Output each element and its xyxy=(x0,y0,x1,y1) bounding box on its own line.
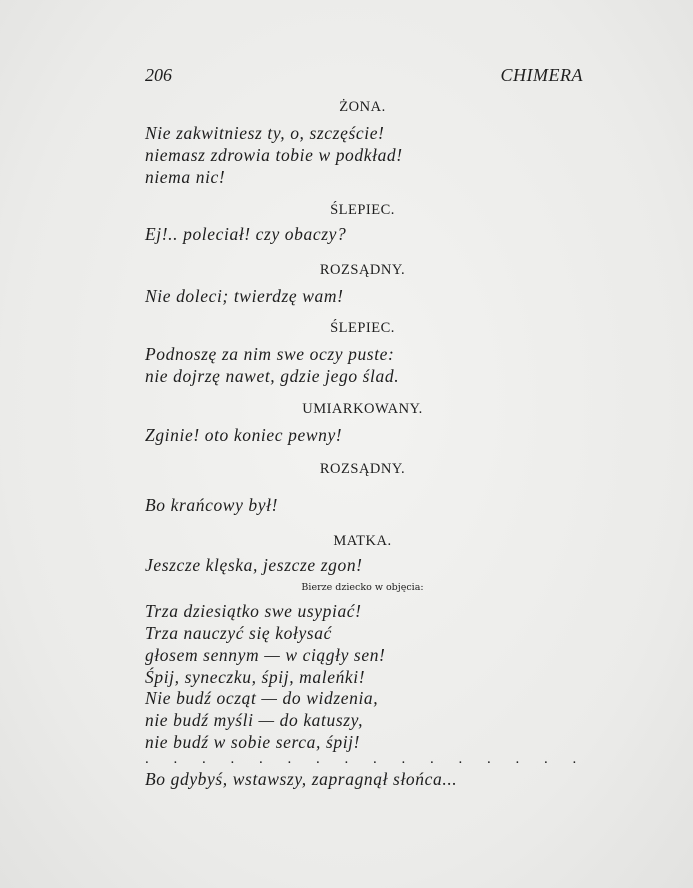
verse-line: Nie doleci; twierdzę wam! xyxy=(145,286,344,306)
speaker-label: ROZSĄDNY. xyxy=(319,461,406,477)
speaker-label: MATKA. xyxy=(333,533,392,549)
running-title: CHIMERA xyxy=(500,65,583,85)
stage-direction: Bierze dziecko w objęcia: xyxy=(301,582,424,593)
page-number: 206 xyxy=(145,65,172,85)
verse-line: Trza dziesiątko swe usypiać! xyxy=(145,601,362,621)
ellipsis-row: . . . . . . . . . . . . . . . . xyxy=(145,751,587,767)
speaker-label: ROZSĄDNY. xyxy=(319,262,406,278)
verse-line: nie budź myśli — do katuszy, xyxy=(145,710,364,730)
verse-line: Nie zakwitniesz ty, o, szczęście! xyxy=(145,123,385,143)
verse-line: głosem sennym — w ciągły sen! xyxy=(145,645,386,665)
verse-line: nie budź w sobie serca, śpij! xyxy=(145,732,361,752)
verse-line: Bo krańcowy był! xyxy=(145,495,279,515)
verse-line: Śpij, syneczku, śpij, maleńki! xyxy=(145,667,366,687)
verse-line: Trza nauczyć się kołysać xyxy=(145,623,332,643)
verse-line: nie dojrzę nawet, gdzie jego ślad. xyxy=(145,366,400,386)
verse-line: niemasz zdrowia tobie w podkład! xyxy=(145,145,403,165)
verse-line: Zginie! oto koniec pewny! xyxy=(145,425,343,445)
final-verse-line: Bo gdybyś, wstawszy, zapragnął słońca... xyxy=(145,769,458,789)
verse-line: Jeszcze klęska, jeszcze zgon! xyxy=(145,555,363,575)
speaker-label: ŻONA. xyxy=(339,99,386,115)
verse-line: Nie budź ocząt — do widzenia, xyxy=(145,688,379,708)
verse-line: Podnoszę za nim swe oczy puste: xyxy=(145,344,395,364)
speaker-label: UMIARKOWANY. xyxy=(302,401,423,417)
verse-line: niema nic! xyxy=(145,167,226,187)
speaker-label: ŚLEPIEC. xyxy=(330,320,395,336)
verse-line: Ej!.. poleciał! czy obaczy? xyxy=(145,224,347,244)
speaker-label: ŚLEPIEC. xyxy=(330,202,395,218)
